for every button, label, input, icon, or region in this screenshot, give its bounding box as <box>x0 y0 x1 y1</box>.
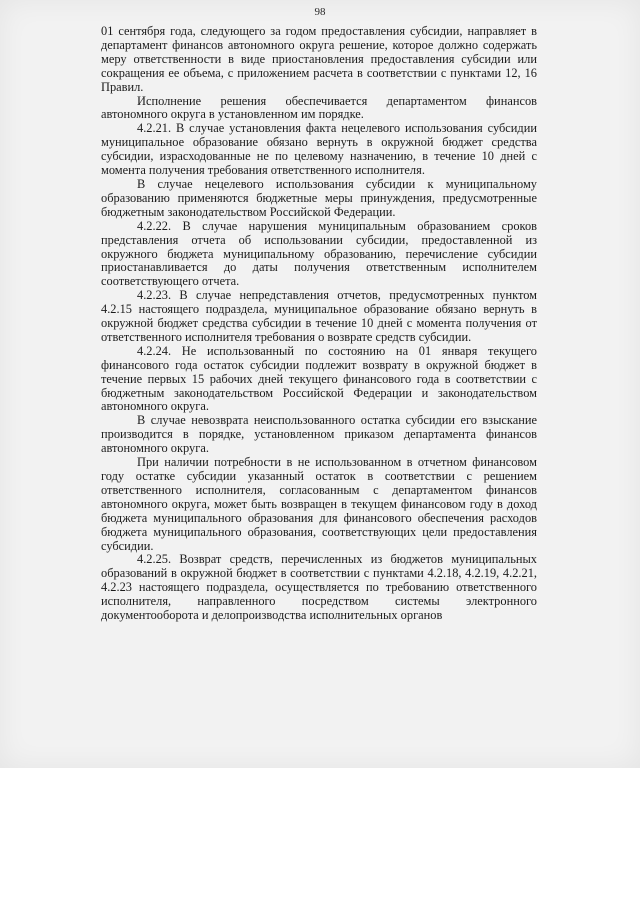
paragraph: 4.2.24. Не использованный по состоянию на 01 января текущего финансового года остаток субсидии подлежит возврату в окружной бюджет в течение первых 15 рабочих дней текущего финансового года в соответствии с бюджетным законодательством Российской Федерации и законодательством автономного округа. <box>101 343 537 414</box>
page-number: 98 <box>314 6 326 18</box>
paragraph: 4.2.22. В случае нарушения муниципальным образованием сроков представления отчета об использовании субсидии, предоставленной из окружного бюджета муниципальному образованию, перечисление субсидии приостанавливается до даты получения ответственным исполнителем соответствующего отчета. <box>101 218 537 289</box>
paragraph: 4.2.23. В случае непредставления отчетов, предусмотренных пунктом 4.2.15 настоящего подраздела, муниципальное образование обязано вернуть в окружной бюджет средства субсидии в течение 10 дней с момента получения от ответственного исполнителя требования о возврате средств субсидии. <box>101 288 537 344</box>
paragraph: 01 сентября года, следующего за годом предоставления субсидии, направляет в департамент финансов автономного округа решение, которое должно содержать меру ответственности в виде приостановления предоставления субсидии или сокращения ее объема, с приложением расчета в соответствии с пунктами 12, 16 Правил. <box>101 24 537 94</box>
paragraph: Исполнение решения обеспечивается департаментом финансов автономного округа в установленном им порядке. <box>101 93 537 122</box>
paragraph: При наличии потребности в не использованном в отчетном финансовом году остатке субсидии указанный остаток в соответствии с решением ответственного исполнителя, согласованным с департаментом финансов автономного округа, может быть возвращен в текущем финансовом году в доход бюджета муниципального образования для финансового обеспечения расходов бюджета муниципального образования, соответствующих цели предоставления субсидии. <box>101 455 537 553</box>
paragraph: 4.2.25. Возврат средств, перечисленных из бюджетов муниципальных образований в окружной бюджет в соответствии с пунктами 4.2.18, 4.2.19, 4.2.21, 4.2.23 настоящего подраздела, осуществляется по требованию ответственного исполнителя, направленного посредством системы электронного документооборота и делопроизводства исполнительных органов <box>101 552 537 623</box>
paragraph: В случае невозврата неиспользованного остатка субсидии его взыскание производится в порядке, установленном приказом департамента финансов автономного округа. <box>101 413 537 456</box>
paragraph: В случае нецелевого использования субсидии к муниципальному образованию применяются бюджетные меры принуждения, предусмотренные бюджетным законодательством Российской Федерации. <box>101 176 537 219</box>
document-body <box>101 25 537 623</box>
paragraph: 4.2.21. В случае установления факта нецелевого использования субсидии муниципальное образование обязано вернуть в окружной бюджет средства субсидии, израсходованные не по целевому назначению, в течение 10 дней с момента получения требования ответственного исполнителя. <box>101 121 537 178</box>
